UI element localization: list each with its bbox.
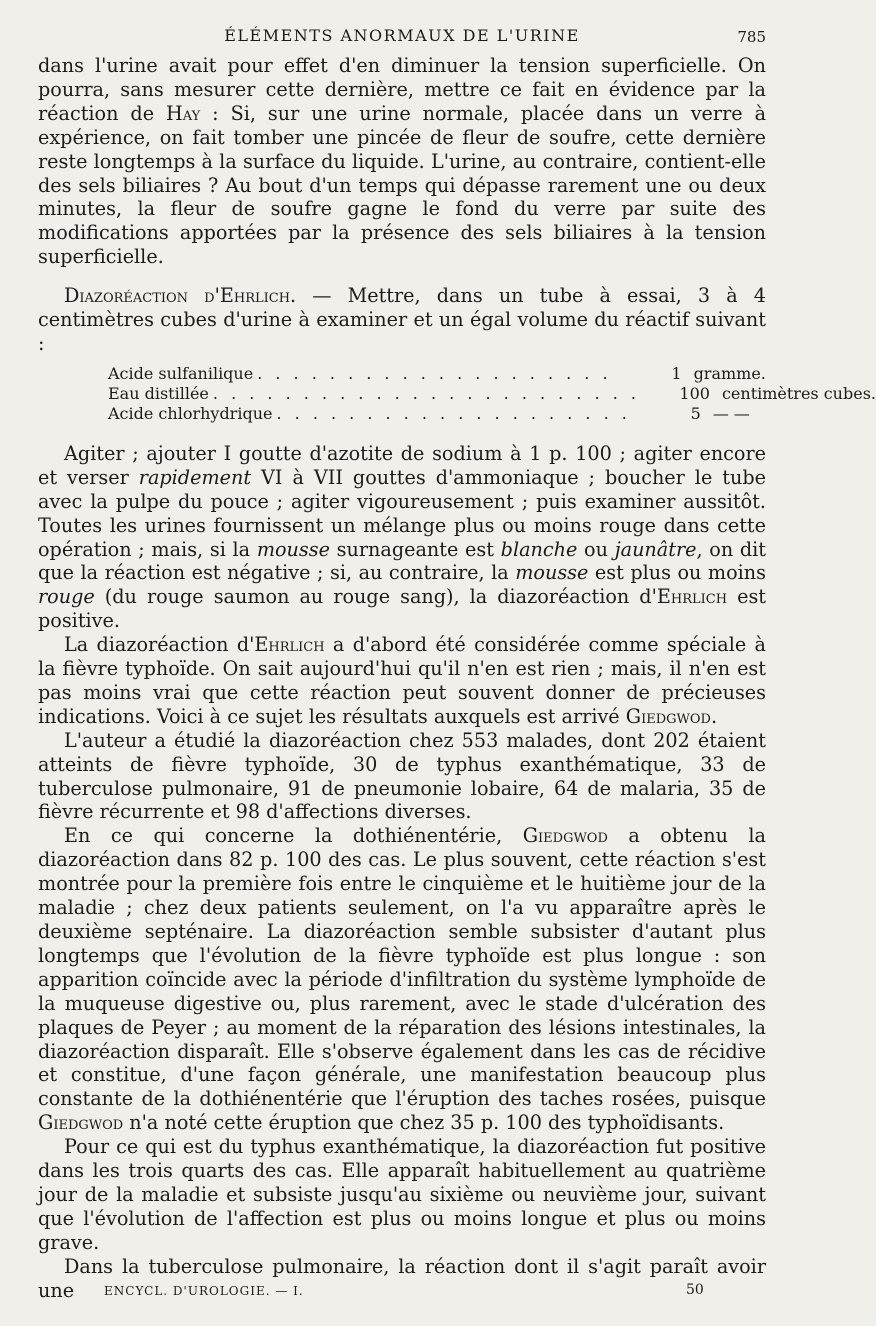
paragraph-dothienenterie — [38, 824, 766, 1135]
text-run: surnageante est — [329, 537, 501, 561]
leader-dots: . . . . . . . . . . . . . . . . . . . . — [276, 403, 631, 423]
reagent-unit: gramme. — [693, 363, 766, 383]
leader-dots: . . . . . . . . . . . . . . . . . . . . — [257, 363, 612, 383]
signature-mark: 50 — [686, 1282, 704, 1298]
paragraph-procedure — [38, 442, 766, 633]
reagent-quantity: 5 — [690, 403, 701, 423]
reagent-list — [108, 363, 876, 424]
author-name: Giedgwod — [625, 704, 711, 728]
paragraph-diazoreaction — [38, 284, 766, 356]
text-run: (du rouge saumon au rouge sang), la diazoréaction d' — [94, 585, 657, 609]
author-name: Giedgwod — [522, 824, 608, 848]
emphasis: rapidement — [138, 465, 252, 489]
author-name: Giedgwod — [38, 1111, 124, 1135]
running-title: ÉLÉMENTS ANORMAUX DE L'URINE — [224, 26, 580, 45]
text-run: : Si, sur une urine normale, placée dans un verre à expérience, on fait tomber une pincée de fleur de soufre, cette dernière reste longtemps à la surface du liquide. L'urine, au contraire, contient-elle des sels biliaires ? Au bout d'un temps qui dépasse rarement une ou deux minutes, la fleur de soufre gagne le fond du verre par suite des modifications apportées par la présence des sels biliaires à la tension superficielle. — [38, 101, 767, 269]
leader-dots: . . . . . . . . . . . . . . . . . . . . . . . . — [212, 383, 640, 403]
author-name: Ehrlich — [254, 633, 325, 657]
reagent-name: Acide sulfanilique — [108, 363, 254, 383]
paragraph-tuberculose: Dans la tuberculose pulmonaire, la réaction dont il s'agit paraît avoir une — [38, 1254, 766, 1302]
reagent-quantity: 100 — [679, 383, 710, 403]
text-run: En ce qui concerne la dothiénentérie, — [64, 824, 523, 848]
text-run: ou — [577, 537, 615, 561]
emphasis: mousse — [256, 537, 330, 561]
paragraph-typhus: Pour ce qui est du typhus exanthématique, la diazoréaction fut positive dans les trois quarts des cas. Elle apparaît habituellement au quatrième jour de la maladie et subsiste jusqu'au sixième ou neuvième jour, suivant que l'évolution de l'affection est plus ou moins longue et plus ou moins grave. — [38, 1135, 766, 1254]
text-run: est positive. — [38, 585, 767, 633]
emphasis: blanche — [500, 537, 578, 561]
text-run: Agiter ; ajouter I goutte d'azotite de sodium à 1 p. 100 ; agiter encore et verser — [38, 441, 766, 489]
paragraph-typhoid-specificity — [38, 633, 766, 729]
section-heading: Diazoréaction d'Ehrlich. — [64, 284, 297, 308]
emphasis: rouge — [38, 585, 95, 609]
paragraph-study-cohort: L'auteur a étudié la diazoréaction chez 553 malades, dont 202 étaient atteints de fièvre typhoïde, 30 de typhus exanthématique, 33 de tuberculose pulmonaire, 91 de pneumonie lobaire, 64 de malaria, 35 de fièvre récurrente et 98 d'affections diverses. — [38, 728, 766, 824]
text-run: a obtenu la diazoréaction dans 82 p. 100 des cas. Le plus souvent, cette réaction s'est montrée pour la première fois entre le cinquième et le huitième jour de la maladie ; chez deux patients seulement, on l'a vu apparaître après le deuxième septénaire. La diazoréaction semble subsister d'autant plus longtemps que l'évolution de la fièvre typhoïde est plus longue : son apparition coïncide avec la période d'infiltration du système lymphoïde de la muqueuse digestive ou, plus rarement, avec le stade d'ulcération des plaques de Peyer ; au moment de la réparation des lésions intestinales, la diazoréaction disparaît. Elle s'observe également dans les cas de récidive et constitue, d'une façon générale, une manifestation beaucoup plus constante de la dothiénentérie que l'éruption des taches rosées, puisque — [38, 824, 766, 1111]
body-text — [38, 54, 876, 1303]
emphasis: jaunâtre — [614, 537, 697, 561]
reagent-quantity: 1 — [671, 363, 682, 383]
reagent-row — [108, 364, 766, 384]
author-name: Ehrlich — [656, 585, 728, 609]
page-number: 785 — [737, 28, 766, 46]
reagent-unit: — — — [712, 403, 750, 423]
page-footer — [104, 1284, 766, 1298]
text-run: a d'abord été considérée comme spéciale à la fièvre typhoïde. On sait aujourd'hui qu'il n'en est rien ; mais, il n'en est pas moins vrai que cette réaction peut souvent donner de précieuses indications. Voici à ce sujet les résultats auxquels est arrivé — [38, 633, 767, 728]
text-run: , on dit que la réaction est négative ; si, au contraire, la — [38, 537, 767, 585]
running-head — [38, 0, 766, 54]
text-run: dans l'urine avait pour effet d'en diminuer la tension superficielle. On pourra, sans mesurer cette dernière, mettre ce fait en évidence par la réaction de — [38, 54, 766, 125]
text-run: La diazoréaction d' — [64, 633, 255, 657]
paragraph-hay-reaction — [38, 54, 766, 269]
reagent-row — [108, 404, 766, 424]
text-run: est plus ou moins — [588, 561, 766, 585]
author-name: Hay — [166, 101, 201, 125]
emphasis: mousse — [515, 561, 589, 585]
text-run: — Mettre, dans un tube à essai, 3 à 4 centimètres cubes d'urine à examiner et un égal volume du réactif suivant : — [38, 284, 766, 355]
reagent-row — [108, 383, 876, 404]
reagent-unit: centimètres cubes. — [721, 383, 876, 403]
footer-imprint: ENCYCL. D'UROLOGIE. — I. — [104, 1284, 304, 1298]
text-run: . — [710, 704, 718, 728]
reagent-name: Eau distillée — [108, 383, 209, 403]
text-run: VI à VII gouttes d'ammoniaque ; boucher le tube avec la pulpe du pouce ; agiter vigoureusement ; puis examiner aussitôt. Toutes les urines fournissent un mélange plus ou moins rouge dans cette opération ; mais, si la — [38, 465, 766, 561]
reagent-name: Acide chlorhydrique — [108, 403, 273, 423]
text-run: n'a noté cette éruption que chez 35 p. 100 des typhoïdisants. — [123, 1111, 725, 1135]
